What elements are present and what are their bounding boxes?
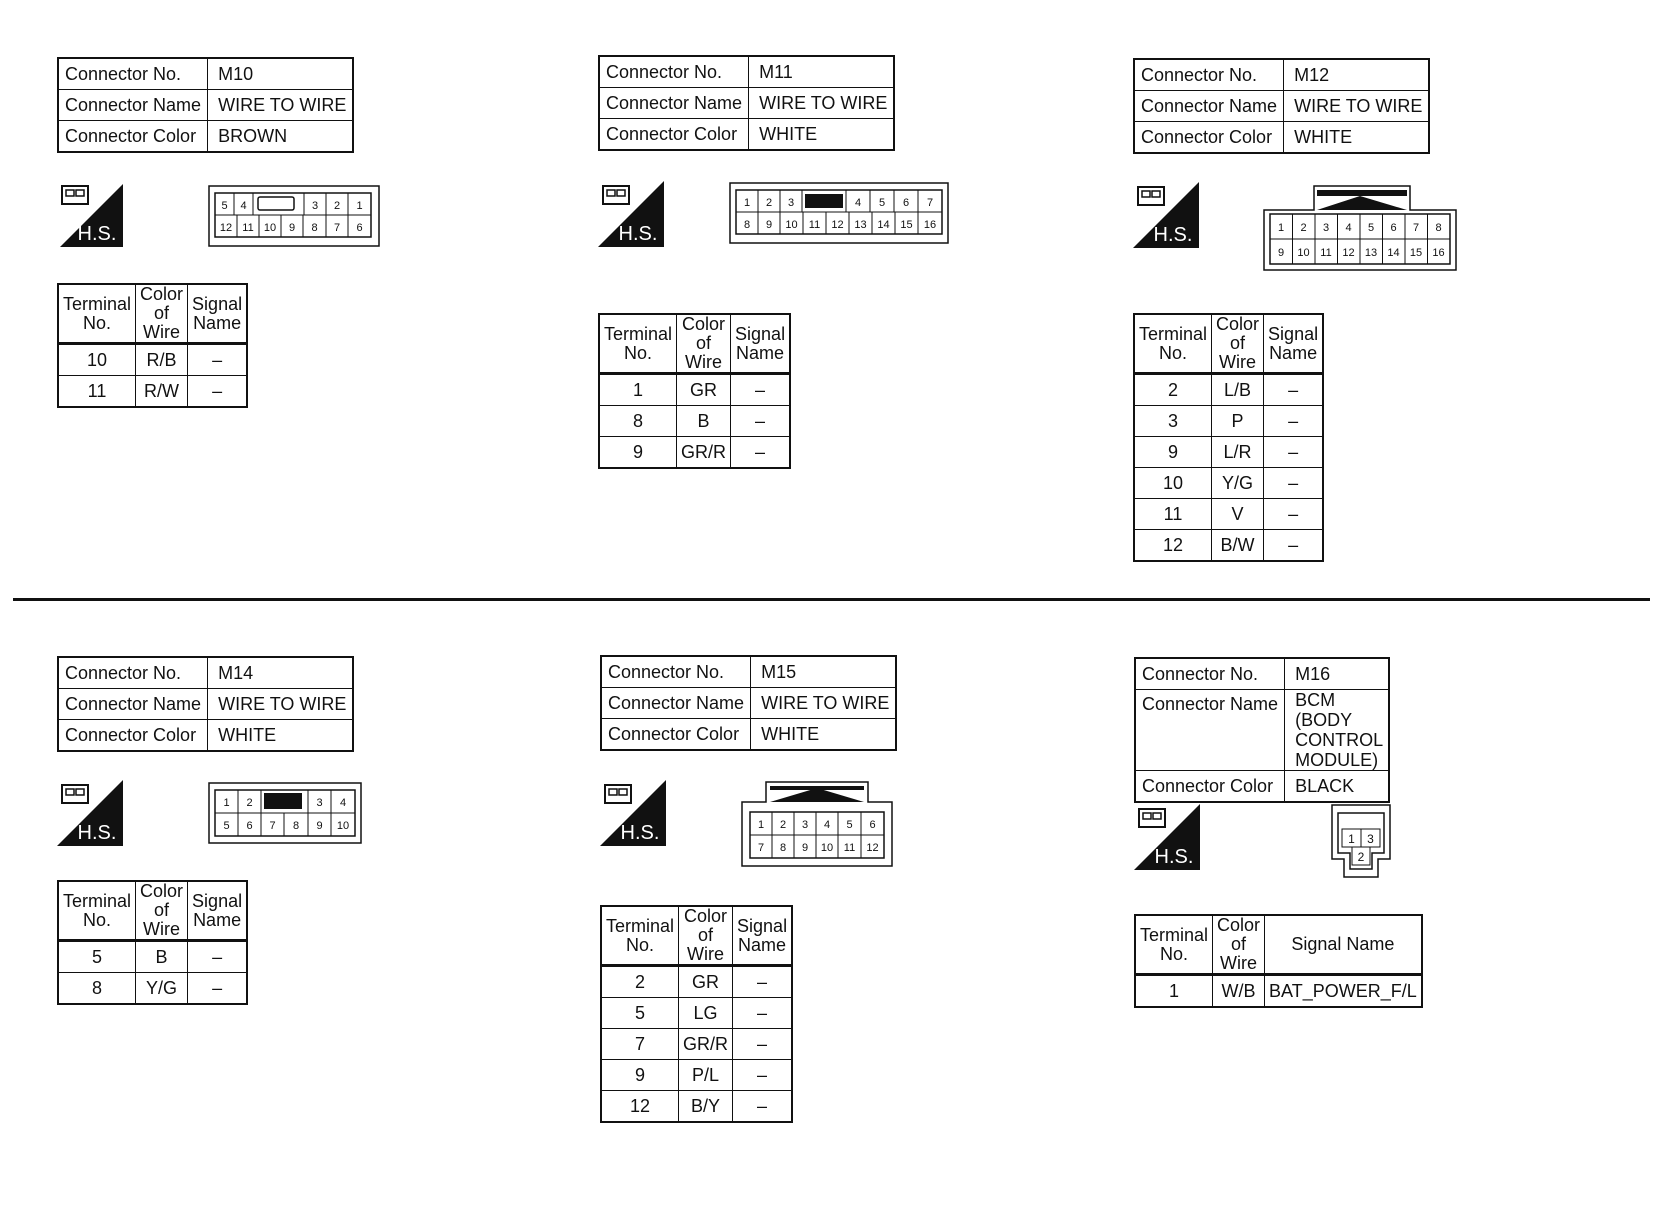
pin-label: 12: [219, 222, 233, 234]
terminal-table: [600, 905, 793, 1123]
pin-label: 9: [288, 222, 296, 234]
pin-label: 16: [923, 219, 937, 231]
harness-side-icon: [57, 181, 123, 247]
connector-name-label: Connector Name: [1135, 690, 1285, 771]
pin-label: 10: [263, 222, 277, 234]
table-row: [1134, 530, 1323, 562]
pin-label: 6: [356, 222, 363, 234]
wire-color-cell: GR: [677, 374, 731, 406]
connector-face-diagram: [208, 185, 380, 247]
terminal-cell: 9: [599, 437, 677, 469]
wire-color-cell: R/B: [136, 344, 188, 376]
signal-cell: –: [731, 437, 791, 469]
connector-name-label: Connector Name: [599, 88, 749, 119]
wire-color-cell: LG: [679, 998, 733, 1029]
pin-label: 2: [1357, 850, 1365, 864]
connector-color-label: Connector Color: [58, 121, 208, 153]
harness-side-icon: [1133, 182, 1199, 248]
signal-cell: –: [188, 376, 248, 408]
pin-label: 8: [779, 842, 787, 854]
pin-label: 8: [1435, 222, 1442, 234]
signal-cell: –: [1264, 530, 1324, 562]
connector-face-diagram: [1262, 184, 1458, 272]
connector-no-value: M16: [1285, 658, 1390, 690]
connector-no-label: Connector No.: [1134, 59, 1284, 91]
connector-no-value: M15: [751, 656, 897, 688]
terminal-table: [1133, 313, 1324, 562]
connector-face-diagram: [729, 182, 949, 244]
wire-color-cell: Y/G: [136, 973, 188, 1005]
pin-label: 5: [1367, 222, 1375, 234]
connector-name-value: WIRE TO WIRE: [208, 90, 354, 121]
lock-slot: [264, 793, 302, 809]
pin-label: 8: [311, 222, 318, 234]
hs-badge-text: H.S.: [1154, 846, 1194, 868]
terminal-cell: 9: [1134, 437, 1212, 468]
terminal-cell: 10: [1134, 468, 1212, 499]
connector-no-value: M12: [1284, 59, 1430, 91]
pin-label: 3: [1367, 832, 1374, 846]
pin-label: 5: [223, 820, 230, 832]
connector-info-table: [1133, 58, 1430, 154]
hs-badge-text: H.S.: [618, 223, 658, 245]
terminal-cell: 12: [1134, 530, 1212, 562]
connector-info-table: [57, 656, 354, 752]
harness-side-icon: [598, 181, 664, 247]
pin-label: 4: [1345, 222, 1352, 234]
table-row: [58, 941, 247, 973]
signal-name-header: Signal Name: [1265, 915, 1422, 975]
terminal-table: [598, 313, 791, 469]
color-of-wire-header: Color of Wire: [677, 314, 731, 374]
signal-cell: –: [1264, 374, 1324, 406]
pin-label: 2: [765, 197, 773, 209]
connector-face-diagram: [1330, 803, 1392, 879]
lock-tab: [1317, 196, 1407, 210]
signal-name-header: Signal Name: [731, 314, 791, 374]
pin-label: 3: [787, 197, 795, 209]
pin-label: 1: [1277, 222, 1285, 234]
hs-badge-text: H.S.: [77, 223, 117, 245]
section-divider: [13, 598, 1650, 601]
pin-label: 5: [878, 197, 886, 209]
pin-label: 1: [356, 200, 363, 212]
table-row: [1134, 437, 1323, 468]
pin-label: 6: [1390, 222, 1397, 234]
connector-color-value: WHITE: [208, 720, 354, 752]
wire-color-cell: GR/R: [677, 437, 731, 469]
pin-label: 1: [743, 197, 751, 209]
pin-label: 8: [292, 820, 300, 832]
pin-label: 1: [223, 797, 230, 809]
pin-label: 12: [831, 219, 844, 231]
connector-name-label: Connector Name: [58, 689, 208, 720]
wire-color-cell: W/B: [1213, 975, 1265, 1008]
pin-label: 2: [333, 200, 341, 212]
harness-side-icon: [1134, 804, 1200, 870]
terminal-no-header: Terminal No.: [58, 284, 136, 344]
signal-cell: –: [733, 998, 793, 1029]
terminal-no-header: Terminal No.: [601, 906, 679, 966]
table-row: [1134, 406, 1323, 437]
terminal-no-header: Terminal No.: [1135, 915, 1213, 975]
terminal-cell: 10: [58, 344, 136, 376]
wire-color-cell: GR/R: [679, 1029, 733, 1060]
signal-cell: –: [1264, 499, 1324, 530]
color-of-wire-header: Color of Wire: [1213, 915, 1265, 975]
signal-cell: –: [188, 344, 248, 376]
connector-color-label: Connector Color: [599, 119, 749, 151]
connector-name-label: Connector Name: [601, 688, 751, 719]
signal-cell: –: [733, 1091, 793, 1123]
pin-label: 7: [333, 222, 341, 234]
wire-color-cell: B/Y: [679, 1091, 733, 1123]
pin-label: 11: [242, 222, 254, 234]
pin-label: 4: [854, 197, 862, 209]
terminal-cell: 3: [1134, 406, 1212, 437]
terminal-cell: 1: [1135, 975, 1213, 1008]
pin-label: 3: [801, 819, 809, 831]
pin-label: 13: [1364, 247, 1378, 259]
terminal-table: [57, 880, 248, 1005]
signal-name-header: Signal Name: [188, 284, 248, 344]
connector-no-label: Connector No.: [58, 58, 208, 90]
pin-label: 15: [1409, 247, 1423, 259]
connector-name-label: Connector Name: [58, 90, 208, 121]
terminal-cell: 2: [1134, 374, 1212, 406]
hs-badge-text: H.S.: [1153, 224, 1193, 246]
pin-label: 2: [246, 797, 253, 809]
pin-label: 10: [820, 842, 834, 854]
connector-color-label: Connector Color: [1135, 771, 1285, 803]
lock-slot: [258, 197, 294, 210]
wire-color-cell: GR: [679, 966, 733, 998]
pin-label: 9: [765, 219, 773, 231]
pin-label: 1: [757, 819, 765, 831]
terminal-cell: 5: [58, 941, 136, 973]
pin-label: 1: [1348, 832, 1355, 846]
pin-label: 10: [785, 219, 798, 231]
pin-label: 4: [240, 200, 247, 212]
signal-cell: –: [731, 406, 791, 437]
connector-no-label: Connector No.: [599, 56, 749, 88]
pin-label: 7: [269, 820, 276, 832]
table-row: [601, 1060, 792, 1091]
connector-no-label: Connector No.: [58, 657, 208, 689]
pin-label: 16: [1432, 247, 1445, 259]
wire-color-cell: L/R: [1212, 437, 1264, 468]
connector-no-value: M11: [749, 56, 895, 88]
pin-label: 12: [866, 842, 879, 854]
terminal-cell: 9: [601, 1060, 679, 1091]
signal-name-header: Signal Name: [188, 881, 248, 941]
connector-name-value: BCM (BODY CONTROL MODULE): [1285, 690, 1390, 771]
pin-label: 9: [1277, 247, 1285, 259]
pin-label: 7: [926, 197, 934, 209]
pin-label: 6: [902, 197, 910, 209]
connector-info-table: [57, 57, 354, 153]
pin-label: 6: [869, 819, 876, 831]
pin-label: 4: [823, 819, 831, 831]
connector-no-value: M14: [208, 657, 354, 689]
connector-info-table: [1134, 657, 1390, 803]
table-row: [1134, 468, 1323, 499]
pin-label: 10: [1297, 247, 1310, 259]
pin-label: 2: [1300, 222, 1307, 234]
connector-color-label: Connector Color: [1134, 122, 1284, 154]
pin-label: 2: [779, 819, 787, 831]
connector-no-label: Connector No.: [601, 656, 751, 688]
wire-color-cell: R/W: [136, 376, 188, 408]
signal-cell: –: [188, 941, 248, 973]
connector-color-label: Connector Color: [601, 719, 751, 751]
connector-color-value: BLACK: [1285, 771, 1390, 803]
connector-face-diagram: [208, 782, 362, 844]
connector-name-value: WIRE TO WIRE: [208, 689, 354, 720]
pin-label: 13: [854, 219, 867, 231]
pin-label: 6: [246, 820, 253, 832]
signal-name-header: Signal Name: [733, 906, 793, 966]
signal-cell: –: [731, 374, 791, 406]
pin-label: 11: [1320, 247, 1332, 259]
pin-label: 4: [339, 797, 347, 809]
hs-badge-text: H.S.: [77, 822, 117, 844]
lock-slot: [805, 194, 843, 208]
signal-cell: –: [1264, 406, 1324, 437]
table-row: [601, 1029, 792, 1060]
wire-color-cell: L/B: [1212, 374, 1264, 406]
connector-name-value: WIRE TO WIRE: [749, 88, 895, 119]
terminal-cell: 8: [58, 973, 136, 1005]
hs-badge-text: H.S.: [620, 822, 660, 844]
pin-label: 3: [311, 200, 319, 212]
connector-color-value: BROWN: [208, 121, 354, 153]
signal-name-header: Signal Name: [1264, 314, 1324, 374]
color-of-wire-header: Color of Wire: [1212, 314, 1264, 374]
signal-cell: –: [733, 966, 793, 998]
terminal-no-header: Terminal No.: [599, 314, 677, 374]
wire-color-cell: P: [1212, 406, 1264, 437]
wire-color-cell: P/L: [679, 1060, 733, 1091]
pin-label: 3: [1322, 222, 1330, 234]
connector-face-diagram: [740, 780, 894, 868]
table-row: [599, 437, 790, 469]
connector-name-value: WIRE TO WIRE: [751, 688, 897, 719]
signal-cell: –: [188, 973, 248, 1005]
pin-label: 11: [843, 842, 856, 854]
terminal-no-header: Terminal No.: [58, 881, 136, 941]
wire-color-cell: B: [136, 941, 188, 973]
terminal-cell: 2: [601, 966, 679, 998]
connector-color-value: WHITE: [751, 719, 897, 751]
wire-color-cell: Y/G: [1212, 468, 1264, 499]
pin-label: 3: [316, 797, 323, 809]
connector-color-value: WHITE: [1284, 122, 1430, 154]
pin-label: 10: [336, 820, 350, 832]
terminal-no-header: Terminal No.: [1134, 314, 1212, 374]
pin-label: 5: [846, 819, 853, 831]
signal-cell: –: [1264, 468, 1324, 499]
wire-color-cell: V: [1212, 499, 1264, 530]
signal-cell: BAT_POWER_F/L: [1265, 975, 1422, 1008]
connector-no-label: Connector No.: [1135, 658, 1285, 690]
table-row: [601, 998, 792, 1029]
connector-info-table: [600, 655, 897, 751]
wire-color-cell: B/W: [1212, 530, 1264, 562]
pin-label: 15: [900, 219, 913, 231]
terminal-table: [57, 283, 248, 408]
pin-label: 12: [1342, 247, 1355, 259]
terminal-cell: 8: [599, 406, 677, 437]
terminal-cell: 1: [599, 374, 677, 406]
pin-label: 7: [1412, 222, 1420, 234]
harness-side-icon: [57, 780, 123, 846]
table-row: [58, 376, 247, 408]
signal-cell: –: [733, 1029, 793, 1060]
table-row: [58, 973, 247, 1005]
pin-label: 9: [316, 820, 323, 832]
terminal-cell: 5: [601, 998, 679, 1029]
terminal-cell: 12: [601, 1091, 679, 1123]
table-row: [58, 344, 247, 376]
terminal-cell: 11: [58, 376, 136, 408]
connector-info-table: [598, 55, 895, 151]
pin-label: 9: [801, 842, 809, 854]
color-of-wire-header: Color of Wire: [136, 881, 188, 941]
terminal-table: [1134, 914, 1423, 1008]
connector-name-value: WIRE TO WIRE: [1284, 91, 1430, 122]
connector-color-label: Connector Color: [58, 720, 208, 752]
signal-cell: –: [1264, 437, 1324, 468]
lock-tab: [770, 788, 864, 802]
table-row: [601, 966, 792, 998]
signal-cell: –: [733, 1060, 793, 1091]
connector-name-label: Connector Name: [1134, 91, 1284, 122]
table-row: [1134, 374, 1323, 406]
connector-color-value: WHITE: [749, 119, 895, 151]
terminal-cell: 7: [601, 1029, 679, 1060]
table-row: [1135, 975, 1422, 1008]
color-of-wire-header: Color of Wire: [136, 284, 188, 344]
pin-label: 14: [877, 219, 890, 231]
pin-label: 14: [1387, 247, 1400, 259]
connector-no-value: M10: [208, 58, 354, 90]
pin-label: 7: [757, 842, 765, 854]
table-row: [601, 1091, 792, 1123]
wire-color-cell: B: [677, 406, 731, 437]
terminal-cell: 11: [1134, 499, 1212, 530]
table-row: [599, 406, 790, 437]
harness-side-icon: [600, 780, 666, 846]
table-row: [599, 374, 790, 406]
color-of-wire-header: Color of Wire: [679, 906, 733, 966]
pin-label: 5: [221, 200, 228, 212]
pin-label: 8: [743, 219, 751, 231]
table-row: [1134, 499, 1323, 530]
pin-label: 11: [808, 219, 821, 231]
